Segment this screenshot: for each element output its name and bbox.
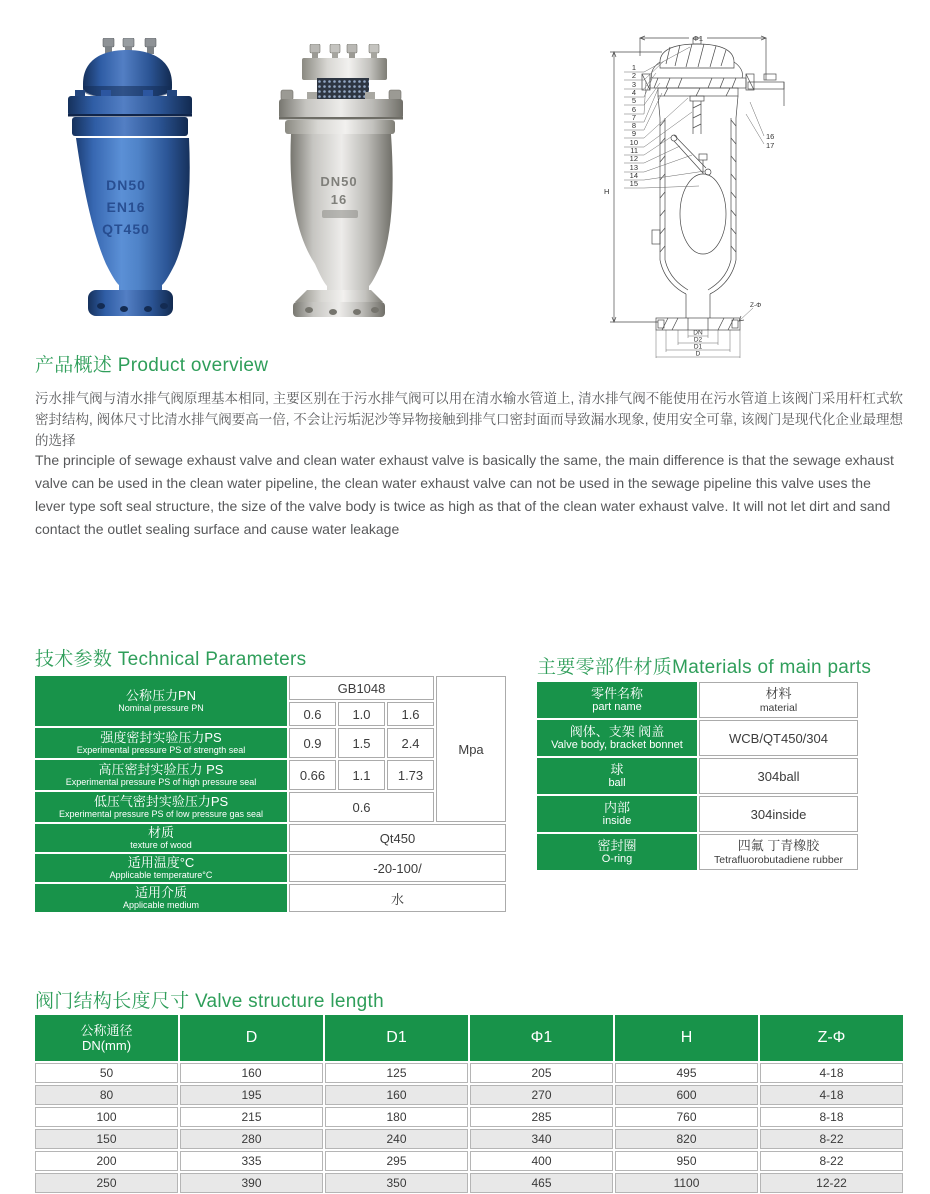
- blue-valve-markings: [102, 177, 150, 237]
- column-header-d1: D1: [325, 1015, 468, 1061]
- svg-text:16: 16: [766, 132, 775, 141]
- table-cell: 125: [325, 1063, 468, 1083]
- param-label-cell: [35, 884, 287, 912]
- value-cell: 1.1: [338, 760, 385, 790]
- param-label-zh: 材质: [147, 825, 174, 840]
- structure-length-title: 阀门结构长度尺寸 Valve structure length: [35, 991, 384, 1012]
- param-label-en: texture of wood: [130, 840, 192, 850]
- blue-valve-bottom-flange: [88, 290, 173, 316]
- table-cell: 250: [35, 1173, 178, 1193]
- param-label-zh: 高压密封实验压力 PS: [98, 762, 224, 777]
- value-cell: 0.66: [289, 760, 336, 790]
- table-cell: 285: [470, 1107, 613, 1127]
- param-label-zh: 适用介质: [134, 885, 187, 900]
- table-row: [35, 1151, 903, 1171]
- part-en: O-ring: [601, 853, 633, 865]
- header-en: part name: [592, 701, 642, 713]
- value-cell: 0.6: [289, 792, 434, 822]
- steel-valve-photo: [277, 44, 407, 321]
- structure-length-table: [33, 1013, 905, 1194]
- table-cell: 8-22: [760, 1129, 903, 1149]
- header-en: material: [759, 702, 798, 714]
- blue-valve-body: [76, 138, 190, 292]
- dim-label-phi1: Φ1: [692, 34, 704, 43]
- svg-text:15: 15: [629, 179, 638, 188]
- value-cell: 水: [289, 884, 506, 912]
- part-name-cell: [537, 758, 697, 794]
- diagram-part-numbers-right: [746, 102, 774, 150]
- value-cell: 1.5: [338, 728, 385, 758]
- table-cell: 400: [470, 1151, 613, 1171]
- table-cell: 50: [35, 1063, 178, 1083]
- table-cell: 195: [180, 1085, 323, 1105]
- table-cell: 390: [180, 1173, 323, 1193]
- value-cell: 1.73: [387, 760, 434, 790]
- table-row: [35, 824, 506, 852]
- dim-label-d: D: [695, 350, 701, 358]
- table-cell: 150: [35, 1129, 178, 1149]
- blue-valve-photo: [63, 38, 193, 322]
- table-cell: 950: [615, 1151, 758, 1171]
- param-label-cell: [35, 760, 287, 790]
- table-cell: 4-18: [760, 1063, 903, 1083]
- valve-cross-section-diagram: [600, 22, 795, 358]
- param-label-en: Applicable medium: [122, 900, 200, 910]
- steel-valve-top-plate: [302, 58, 387, 80]
- part-name-cell: [537, 796, 697, 832]
- param-label-cell: [35, 854, 287, 882]
- dim-label-d1: D1: [693, 343, 703, 351]
- value-cell: 2.4: [387, 728, 434, 758]
- diagram-bottom-flange: [656, 318, 740, 330]
- unit-cell: Mpa: [436, 676, 506, 822]
- param-label-cell: [35, 728, 287, 758]
- param-label-en: Experimental pressure PS of low pressure gas seal: [58, 809, 264, 819]
- part-zh: 阀体、支架 阀盖: [569, 724, 665, 739]
- table-cell: 340: [470, 1129, 613, 1149]
- standard-cell: GB1048: [289, 676, 434, 700]
- dim-label-d2: D2: [693, 336, 703, 344]
- diagram-stem: [690, 96, 704, 134]
- value-cell: 0.6: [289, 702, 336, 726]
- part-zh: 内部: [603, 800, 630, 815]
- value-cell: 0.9: [289, 728, 336, 758]
- blue-valve-flange: [68, 90, 192, 136]
- svg-text:3: 3: [631, 80, 636, 89]
- table-cell: 8-22: [760, 1151, 903, 1171]
- header-zh: 材料: [765, 686, 792, 701]
- marking-text: QT450: [102, 221, 150, 237]
- param-label-zh: 适用温度°C: [127, 855, 195, 870]
- diagram-float: [671, 135, 726, 254]
- table-header-row: [35, 1015, 903, 1061]
- table-row: [35, 676, 506, 700]
- column-header-h: H: [615, 1015, 758, 1061]
- table-row: [537, 758, 858, 794]
- param-label-zh: 公称压力PN: [125, 688, 197, 703]
- marking-text: EN16: [106, 199, 146, 215]
- column-header-d: D: [180, 1015, 323, 1061]
- part-name-cell: [537, 720, 697, 756]
- marking-text: DN50: [106, 177, 146, 193]
- table-cell: 295: [325, 1151, 468, 1171]
- materials-title: 主要零部件材质Materials of main parts: [537, 657, 872, 678]
- dim-label-h: H: [604, 187, 610, 196]
- table-row: [537, 720, 858, 756]
- table-cell: 760: [615, 1107, 758, 1127]
- header-zh: 公称通径: [80, 1023, 133, 1038]
- param-label-cell: [35, 824, 287, 852]
- table-row: [537, 834, 858, 870]
- table-cell: 100: [35, 1107, 178, 1127]
- svg-text:6: 6: [631, 105, 636, 114]
- table-cell: 180: [325, 1107, 468, 1127]
- overview-paragraph-en: The principle of sewage exhaust valve and clean water exhaust valve is basically the same, the main difference is that the sewage exhaust valve can be used in the clean water pipeline, the clean water exhaust valve can not be used in the sewage pipeline this valve uses the lever type soft seal structure, the size of the valve body is twice as high as that of the clean water exhaust valve. It will not let dirt and sand contact the outlet sealing surface and cause water leakage: [35, 452, 894, 537]
- header-zh: 零件名称: [590, 686, 643, 701]
- diagram-bolt-callout: [739, 308, 753, 321]
- value-cell: Qt450: [289, 824, 506, 852]
- svg-text:2: 2: [631, 71, 636, 80]
- material-value-cell: WCB/QT450/304: [699, 720, 858, 756]
- table-cell: 4-18: [760, 1085, 903, 1105]
- technical-parameters-title: 技术参数 Technical Parameters: [35, 649, 307, 670]
- dim-label-dn: DN: [693, 329, 703, 337]
- material-header-cell: [699, 682, 858, 718]
- part-name-header-cell: [537, 682, 697, 718]
- marking-text: 16: [330, 192, 348, 207]
- diagram-bonnet: [642, 74, 784, 106]
- svg-text:10: 10: [629, 138, 638, 147]
- table-cell: 465: [470, 1173, 613, 1193]
- structure-length-rows: [35, 1063, 903, 1193]
- marking-text: DN50: [320, 174, 358, 189]
- table-row: [35, 1129, 903, 1149]
- param-label-zh: 强度密封实验压力PS: [100, 730, 222, 745]
- table-cell: 205: [470, 1063, 613, 1083]
- table-cell: 215: [180, 1107, 323, 1127]
- part-zh: 密封圈: [597, 838, 637, 853]
- table-cell: 160: [325, 1085, 468, 1105]
- table-cell: 350: [325, 1173, 468, 1193]
- param-label-en: Experimental pressure PS of strength seal: [76, 745, 246, 755]
- svg-text:5: 5: [631, 96, 636, 105]
- table-cell: 820: [615, 1129, 758, 1149]
- param-label-zh: 低压气密封实验压力PS: [93, 794, 229, 809]
- overview-paragraph-zh: 污水排气阀与清水排气阀原理基本相同, 主要区别在于污水排气阀可以用在清水输水管道上, 清水排气阀不能使用在污水管道上该阀门采用杆杠式软密封结构, 阀体尺寸比清水排气阀要高一倍, 不会让污垢泥沙等异物接触到排气口密封面而导致漏水现象, 使用安全可靠, 该阀门是现代化企业最理想的选择: [35, 391, 903, 448]
- materials-table: [535, 680, 860, 872]
- material-en: Tetrafluorobutadiene rubber: [713, 854, 843, 866]
- svg-text:14: 14: [629, 171, 638, 180]
- steel-valve-top-bolts: [310, 44, 379, 59]
- param-label-en: Experimental pressure PS of high pressure seal: [65, 777, 257, 787]
- dim-label-z-phi: Z-Φ: [750, 302, 762, 309]
- part-zh: 球: [610, 762, 624, 777]
- table-cell: 200: [35, 1151, 178, 1171]
- steel-valve-bottom-flange: [293, 290, 385, 317]
- table-cell: 280: [180, 1129, 323, 1149]
- part-name-cell: [537, 834, 697, 870]
- table-cell: 160: [180, 1063, 323, 1083]
- material-value-cell: [699, 834, 858, 870]
- table-row: [35, 884, 506, 912]
- svg-text:8: 8: [631, 121, 636, 130]
- table-row: [35, 854, 506, 882]
- value-cell: -20-100/: [289, 854, 506, 882]
- table-row: [35, 1063, 903, 1083]
- column-header-dn: [35, 1015, 178, 1061]
- table-row: [537, 796, 858, 832]
- svg-text:13: 13: [629, 163, 638, 172]
- param-label-en: Nominal pressure PN: [118, 703, 204, 713]
- table-cell: 240: [325, 1129, 468, 1149]
- svg-text:1: 1: [631, 63, 636, 72]
- svg-text:12: 12: [629, 154, 638, 163]
- table-cell: 12-22: [760, 1173, 903, 1193]
- table-cell: 80: [35, 1085, 178, 1105]
- column-header-phi1: Φ1: [470, 1015, 613, 1061]
- table-row: [537, 682, 858, 718]
- table-cell: 8-18: [760, 1107, 903, 1127]
- material-value-cell: 304inside: [699, 796, 858, 832]
- param-label-cell: [35, 676, 287, 726]
- svg-text:4: 4: [631, 88, 636, 97]
- part-en: Valve body, bracket bonnet: [551, 739, 683, 751]
- table-row: [35, 1173, 903, 1193]
- table-cell: 335: [180, 1151, 323, 1171]
- part-en: ball: [608, 777, 626, 789]
- svg-text:11: 11: [630, 146, 638, 155]
- diagram-body: [652, 96, 738, 318]
- steel-valve-mesh-screen: [317, 78, 369, 102]
- param-label-en: Applicable temperature°C: [109, 870, 213, 880]
- material-zh: 四氟 丁青橡胶: [737, 838, 820, 853]
- param-label-cell: [35, 792, 287, 822]
- material-value-cell: 304ball: [699, 758, 858, 794]
- part-en: inside: [602, 815, 632, 827]
- diagram-cap: [651, 38, 742, 78]
- value-cell: 1.6: [387, 702, 434, 726]
- table-cell: 600: [615, 1085, 758, 1105]
- column-header-z: Z-Φ: [760, 1015, 903, 1061]
- table-row: [35, 1107, 903, 1127]
- svg-text:17: 17: [766, 141, 775, 150]
- value-cell: 1.0: [338, 702, 385, 726]
- table-row: [35, 1085, 903, 1105]
- svg-text:7: 7: [631, 113, 636, 122]
- overview-title: 产品概述 Product overview: [35, 355, 269, 376]
- svg-text:9: 9: [631, 129, 636, 138]
- table-cell: 495: [615, 1063, 758, 1083]
- technical-parameters-table: [33, 674, 508, 914]
- table-cell: 1100: [615, 1173, 758, 1193]
- table-cell: 270: [470, 1085, 613, 1105]
- header-en: DN(mm): [81, 1038, 132, 1053]
